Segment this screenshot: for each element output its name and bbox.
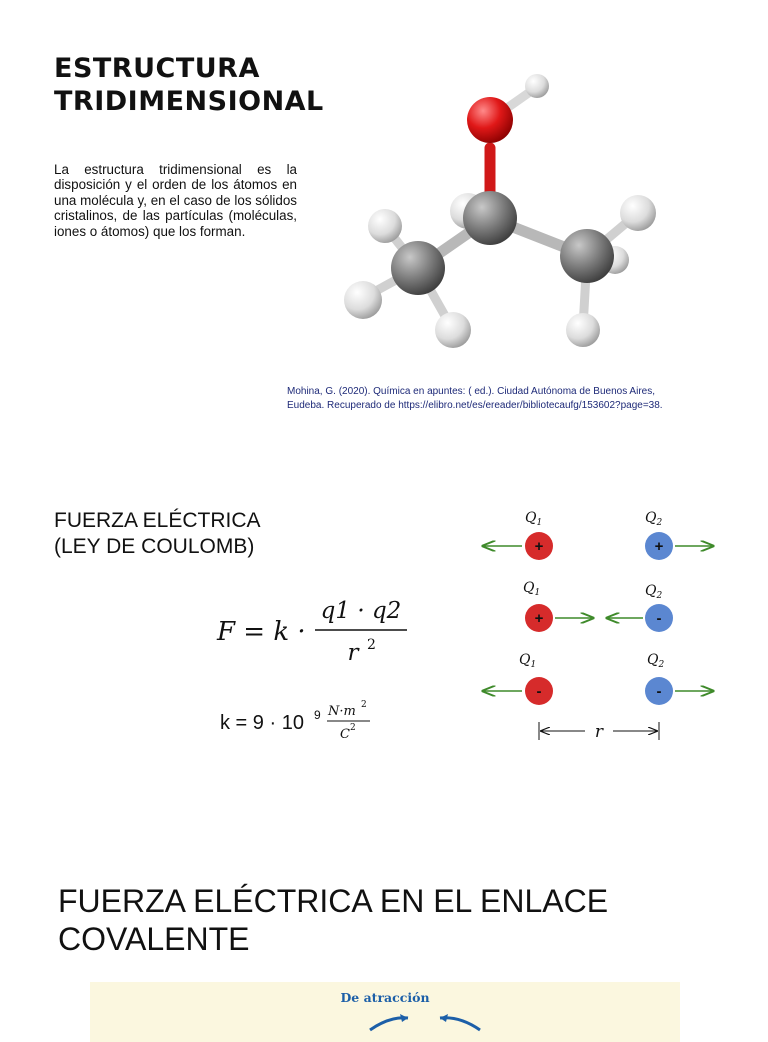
distance-label: r <box>594 722 604 742</box>
hydrogen-atom <box>344 281 382 319</box>
coulomb-formula <box>215 590 425 680</box>
title-line-2: (LEY DE COULOMB) <box>54 535 255 558</box>
formula-lhs: F = k · <box>217 617 306 647</box>
hydrogen-atom <box>368 209 402 243</box>
q2-label: $Q_2$ <box>645 583 663 601</box>
q1-label: $Q_1$ <box>519 652 537 670</box>
carbon-atom <box>560 229 614 283</box>
charge-row-repulsion-positive <box>483 510 713 560</box>
constant-prefix: k = 9 · 10 <box>220 712 304 734</box>
title-line-2: TRIDIMENSIONAL <box>54 86 324 117</box>
unit-numerator-exponent: 2 <box>361 700 367 710</box>
intro-paragraph: La estructura tridimensional es la disposición y el orden de los átomos en una molécula y, en el caso de los sólidos cristalinos, de las partículas (moléculas, iones o átomos) que los forman. <box>54 162 297 239</box>
section-title-estructura <box>54 52 354 118</box>
hydrogen-atom <box>566 313 600 347</box>
title-line-1: FUERZA ELÉCTRICA EN EL ENLACE <box>58 883 609 919</box>
coulomb-constant <box>220 695 400 750</box>
carbon-atom <box>391 241 445 295</box>
charges-diagram <box>475 500 725 745</box>
citation-line-1: Mohina, G. (2020). Química en apuntes: ( ed.). Ciudad Autónoma de Buenos Aires, <box>287 386 655 397</box>
arrowhead <box>440 1014 448 1022</box>
molecule-atoms <box>344 74 656 348</box>
distance-indicator <box>539 722 659 742</box>
charge-row-attraction <box>523 580 673 632</box>
citation-line-2: Eudeba. Recuperado de https://elibro.net/es/ereader/bibliotecaufg/153602?page=38. <box>287 400 663 411</box>
hydrogen-atom <box>620 195 656 231</box>
oxygen-atom <box>467 97 513 143</box>
citation <box>287 385 757 413</box>
charge-sign: + <box>654 538 664 555</box>
title-line-1: FUERZA ELÉCTRICA <box>54 509 261 532</box>
charge-sign: + <box>534 538 544 555</box>
attraction-arrows <box>360 1004 490 1034</box>
charge-sign: + <box>534 610 544 627</box>
title-line-2: COVALENTE <box>58 921 250 957</box>
arrowhead <box>400 1014 408 1022</box>
q2-label: $Q_2$ <box>647 652 665 670</box>
charge-sign: - <box>656 683 662 700</box>
hydrogen-atom <box>435 312 471 348</box>
covalent-bond-figure-panel <box>90 982 680 1042</box>
charge-sign: - <box>536 683 542 700</box>
formula-denominator-exponent: 2 <box>367 637 376 653</box>
formula-denominator: r <box>347 640 359 666</box>
charge-sign: - <box>656 610 662 627</box>
carbon-atom <box>463 191 517 245</box>
formula-numerator: q1 · q2 <box>320 598 402 624</box>
hydrogen-atom <box>525 74 549 98</box>
attraction-label: De atracción <box>340 990 430 1005</box>
section-title-coulomb <box>54 508 261 560</box>
q1-label: $Q_1$ <box>523 580 541 598</box>
section-title-enlace-covalente <box>58 882 698 958</box>
charge-row-repulsion-negative <box>483 652 713 705</box>
title-line-1: ESTRUCTURA <box>54 53 260 84</box>
constant-exponent: 9 <box>314 708 321 722</box>
unit-denominator: C <box>340 727 350 742</box>
ethanol-molecule-model <box>325 68 685 368</box>
unit-denominator-exponent: 2 <box>350 723 356 733</box>
unit-numerator: N·m <box>328 704 356 719</box>
q2-label: $Q_2$ <box>645 510 663 528</box>
q1-label: $Q_1$ <box>525 510 543 528</box>
